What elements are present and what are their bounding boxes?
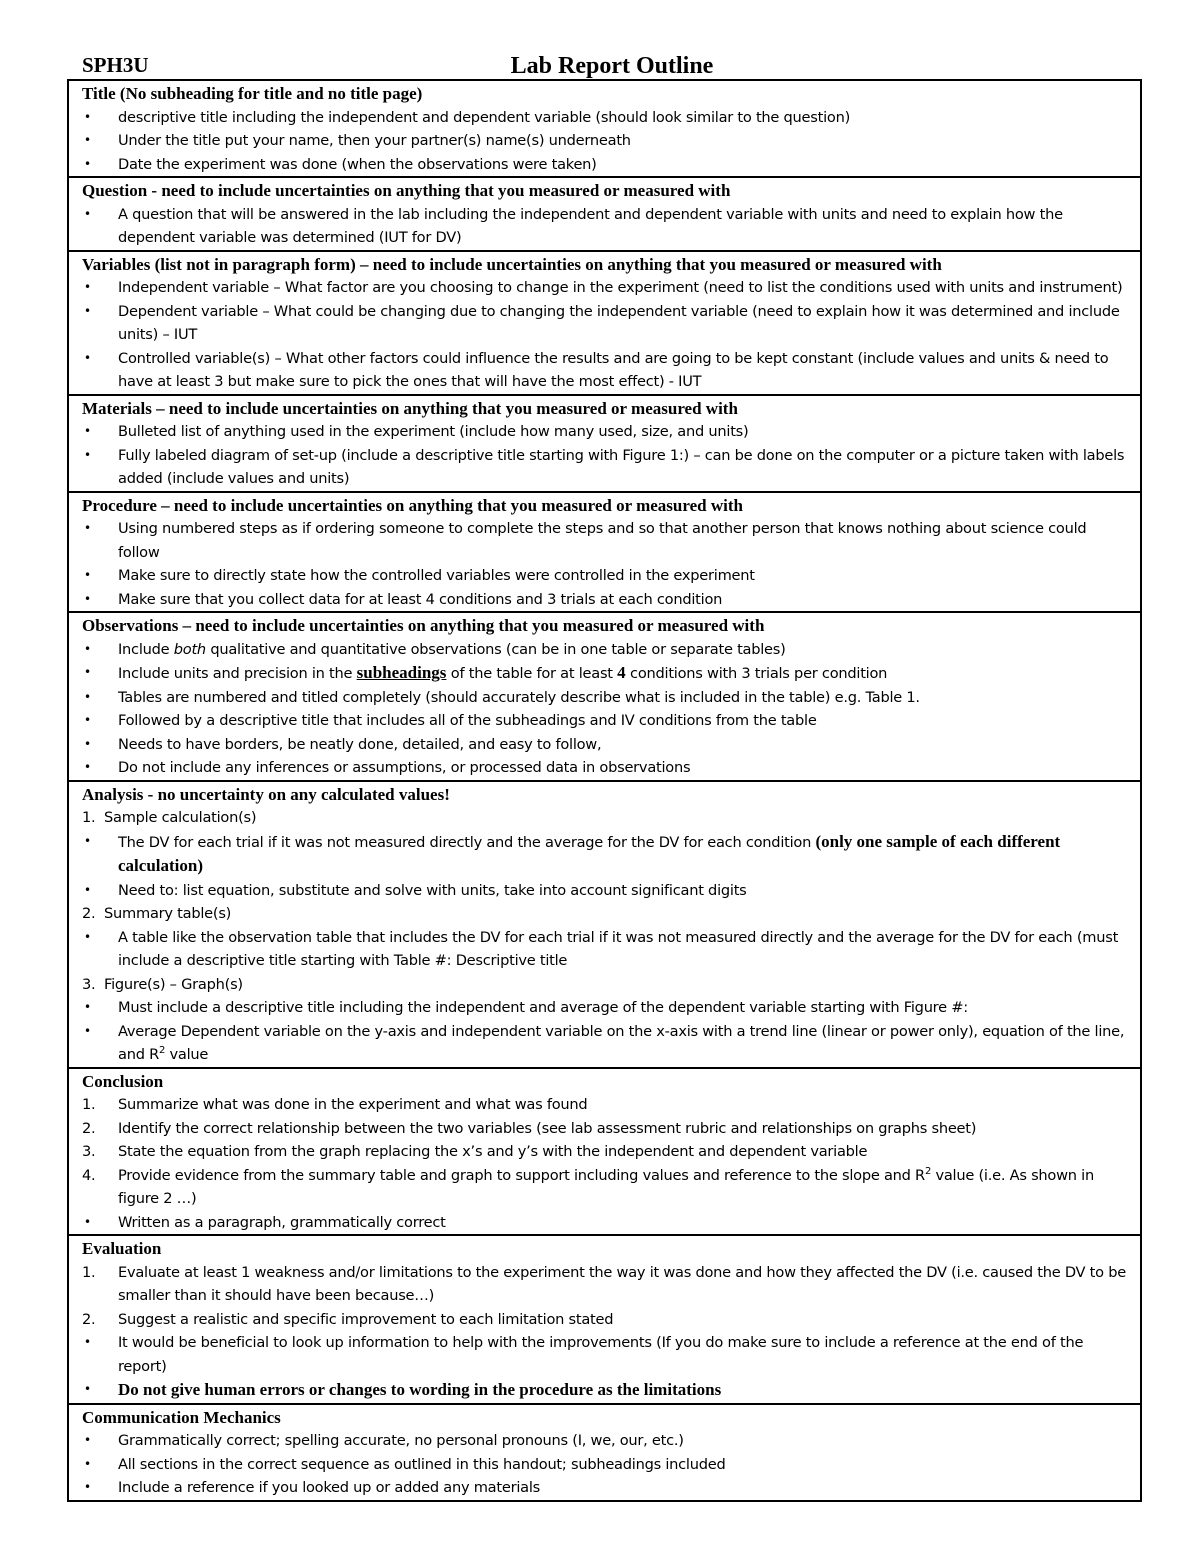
item-text: qualitative and quantitative observations (can be in one table or separate tables)	[205, 640, 786, 658]
item-text: Do not include any inferences or assumptions, or processed data in observations	[118, 759, 691, 776]
item-text: 2	[159, 1045, 166, 1057]
list-item	[82, 996, 1130, 1020]
number-marker: 1.	[82, 809, 96, 826]
bullet-marker: •	[84, 1335, 91, 1349]
item-text: both	[173, 640, 206, 658]
item-text: subheadings	[356, 663, 447, 682]
outline-section	[67, 176, 1142, 250]
list-item	[82, 1261, 1130, 1308]
list-item	[82, 1020, 1130, 1067]
list-item	[82, 1308, 1130, 1332]
section-list	[82, 420, 1130, 491]
list-item	[82, 1211, 1130, 1235]
bullet-marker: •	[84, 1023, 91, 1038]
item-text: It would be beneficial to look up information to help with the improvements (If you do make sure to include a reference at the end of the report)	[118, 1334, 1084, 1375]
bullet-marker: •	[84, 280, 91, 294]
list-item	[82, 517, 1130, 564]
bullet-marker: •	[84, 350, 91, 365]
item-text: (only one sample of each different calculation)	[118, 831, 1061, 875]
list-item	[82, 276, 1130, 300]
list-item	[82, 1140, 1130, 1164]
item-text: 4	[617, 663, 626, 682]
bullet-marker: •	[84, 713, 91, 727]
list-item	[82, 709, 1130, 733]
list-item	[82, 638, 1130, 662]
section-heading: Title (No subheading for title and no title page)	[82, 84, 423, 103]
bullet-marker: •	[84, 1214, 91, 1229]
outline-section	[67, 250, 1142, 394]
list-item	[82, 973, 1130, 997]
outline-section	[67, 394, 1142, 491]
number-marker: 2.	[82, 905, 96, 922]
item-text: Make sure to directly state how the controlled variables were controlled in the experiment	[118, 567, 755, 584]
bullet-marker: •	[84, 736, 91, 751]
number-marker: 2.	[82, 1310, 96, 1328]
bullet-marker: •	[84, 447, 91, 462]
section-heading: Communication Mechanics	[82, 1407, 281, 1427]
list-item	[82, 153, 1130, 177]
item-text: Needs to have borders, be neatly done, detailed, and easy to follow,	[118, 735, 602, 753]
item-text: Provide evidence from the summary table and graph to support including values and reference to the slope and R	[118, 1166, 925, 1184]
item-text: Evaluate at least 1 weakness and/or limitations to the experiment the way it was done and how they affected the DV (i.e. caused the DV to be smaller than it should have been because…)	[118, 1263, 1126, 1304]
bullet-marker: •	[84, 109, 91, 124]
item-text: Controlled variable(s) – What other factors could influence the results and are going to be kept constant (include values and units & need to have at least 3 but make sure to pick the ones that will have the most effect) - IUT	[118, 349, 1109, 390]
document-header	[82, 53, 1142, 79]
list-item	[82, 926, 1130, 973]
bullet-marker: •	[84, 303, 91, 318]
list-item	[82, 1378, 1130, 1403]
item-text: Independent variable – What factor are you choosing to change in the experiment (need to list the conditions used with units and instrument)	[118, 279, 1123, 296]
section-heading: Question - need to include uncertainties on anything that you measured or measured with	[82, 181, 731, 200]
outline-section	[67, 1067, 1142, 1235]
list-item	[82, 830, 1130, 879]
bullet-marker: •	[84, 591, 91, 606]
section-list	[82, 638, 1130, 780]
section-list	[82, 1429, 1130, 1500]
bullet-marker: •	[84, 1000, 91, 1014]
list-item	[82, 1453, 1130, 1477]
item-text: Figure(s) – Graph(s)	[104, 975, 243, 993]
list-item	[82, 879, 1130, 903]
item-text: All sections in the correct sequence as outlined in this handout; subheadings included	[118, 1455, 726, 1473]
list-item	[82, 420, 1130, 444]
bullet-marker: •	[84, 133, 91, 147]
list-item	[82, 203, 1130, 250]
section-heading: Procedure – need to include uncertainties on anything that you measured or measured with	[82, 495, 743, 515]
outline-section	[67, 1234, 1142, 1403]
section-list	[82, 203, 1130, 250]
bullet-marker: •	[84, 833, 91, 848]
number-marker: 4.	[82, 1166, 96, 1184]
item-text: Followed by a descriptive title that includes all of the subheadings and IV conditions from the table	[118, 712, 817, 729]
outline-section	[67, 1403, 1142, 1500]
bullet-marker: •	[84, 882, 91, 897]
outline-table	[67, 79, 1142, 1502]
item-text: value	[165, 1046, 209, 1063]
list-item	[82, 1429, 1130, 1453]
list-item	[82, 1331, 1130, 1378]
outline-section	[67, 79, 1142, 176]
section-heading: Evaluation	[82, 1239, 162, 1258]
item-text: Written as a paragraph, grammatically correct	[118, 1213, 446, 1231]
bullet-marker: •	[84, 206, 91, 221]
list-item	[82, 588, 1130, 612]
document-title: Lab Report Outline	[510, 53, 714, 79]
list-item	[82, 902, 1130, 926]
section-list	[82, 276, 1130, 394]
section-list	[82, 1093, 1130, 1234]
bullet-marker: •	[84, 1480, 91, 1494]
item-text: A table like the observation table that includes the DV for each trial if it was not measured directly and the average for the DV for each (must include a descriptive title starting with Table #: Descriptive title	[118, 928, 1119, 969]
item-text: Include	[118, 640, 174, 658]
number-marker: 3.	[82, 1143, 96, 1160]
section-list	[82, 517, 1130, 611]
item-text: Include a reference if you looked up or added any materials	[118, 1479, 540, 1496]
list-item	[82, 1117, 1130, 1141]
list-item	[82, 733, 1130, 757]
bullet-marker: •	[84, 156, 91, 171]
item-text: 2	[924, 1165, 932, 1177]
item-text: Tables are numbered and titled completely (should accurately describe what is included in the table) e.g. Table 1.	[118, 688, 920, 706]
number-marker: 1.	[82, 1096, 96, 1113]
bullet-marker: •	[84, 521, 91, 535]
bullet-marker: •	[84, 1456, 91, 1471]
bullet-marker: •	[84, 760, 91, 774]
item-text: The DV for each trial if it was not measured directly and the average for the DV for each condition	[118, 833, 816, 851]
course-code: SPH3U	[82, 53, 149, 77]
list-item	[82, 1093, 1130, 1117]
section-list	[82, 1261, 1130, 1403]
item-text: Under the title put your name, then your partner(s) name(s) underneath	[118, 132, 631, 149]
number-marker: 2.	[82, 1119, 96, 1137]
section-heading: Conclusion	[82, 1071, 164, 1091]
section-list	[82, 106, 1130, 177]
item-text: Dependent variable – What could be changing due to changing the independent variable (need to explain how it was determined and include units) – IUT	[118, 302, 1120, 343]
list-item	[82, 1164, 1130, 1211]
section-heading: Analysis - no uncertainty on any calculated values!	[82, 784, 450, 804]
item-text: Date the experiment was done (when the observations were taken)	[118, 155, 597, 173]
item-text: Using numbered steps as if ordering someone to complete the steps and so that another person that knows nothing about science could follow	[118, 520, 1087, 561]
item-text: Include units and precision in the	[118, 665, 357, 682]
bullet-marker: •	[84, 1382, 91, 1396]
item-text: value (i.e. As shown in figure 2 …)	[118, 1166, 1094, 1207]
bullet-marker: •	[84, 689, 91, 704]
item-text: Must include a descriptive title including the independent and average of the dependent variable starting with Figure #:	[118, 999, 968, 1016]
item-text: Make sure that you collect data for at least 4 conditions and 3 trials at each condition	[118, 590, 723, 608]
list-item	[82, 756, 1130, 780]
list-item	[82, 661, 1130, 686]
outline-section	[67, 611, 1142, 780]
number-marker: 1.	[82, 1263, 96, 1281]
bullet-marker: •	[84, 929, 91, 944]
section-list	[82, 806, 1130, 1067]
item-text: Need to: list equation, substitute and solve with units, take into account significant digits	[118, 881, 747, 899]
item-text: State the equation from the graph replacing the x’s and y’s with the independent and dependent variable	[118, 1143, 868, 1160]
section-heading: Observations – need to include uncertainties on anything that you measured or measured with	[82, 616, 765, 635]
list-item	[82, 106, 1130, 130]
bullet-marker: •	[84, 665, 91, 679]
outline-section	[67, 491, 1142, 612]
list-item	[82, 129, 1130, 153]
item-text: of the table for at least	[446, 665, 618, 682]
list-item	[82, 806, 1130, 830]
item-text: descriptive title including the independent and dependent variable (should look similar to the question)	[118, 108, 851, 126]
item-text: Summary table(s)	[104, 905, 232, 922]
list-item	[82, 300, 1130, 347]
item-text: Grammatically correct; spelling accurate, no personal pronouns (I, we, our, etc.)	[118, 1432, 684, 1449]
list-item	[82, 564, 1130, 588]
item-text: Average Dependent variable on the y-axis and independent variable on the x-axis with a trend line (linear or power only), equation of the line, and R	[118, 1022, 1125, 1063]
item-text: Do not give human errors or changes to wording in the procedure as the limitations	[118, 1380, 722, 1399]
item-text: Summarize what was done in the experiment and what was found	[118, 1096, 588, 1113]
bullet-marker: •	[84, 424, 91, 438]
number-marker: 3.	[82, 975, 96, 993]
list-item	[82, 347, 1130, 394]
section-heading: Variables (list not in paragraph form) – need to include uncertainties on anything that you measured or measured with	[82, 254, 942, 274]
bullet-marker: •	[84, 568, 91, 582]
bullet-marker: •	[84, 1433, 91, 1447]
item-text: Bulleted list of anything used in the experiment (include how many used, size, and units)	[118, 423, 749, 440]
list-item	[82, 686, 1130, 710]
item-text: Fully labeled diagram of set-up (include a descriptive title starting with Figure 1:) – can be done on the computer or a picture taken with labels added (include values and units)	[118, 446, 1125, 487]
list-item	[82, 1476, 1130, 1500]
list-item	[82, 444, 1130, 491]
item-text: Sample calculation(s)	[104, 809, 257, 826]
outline-section	[67, 780, 1142, 1067]
item-text: Suggest a realistic and specific improvement to each limitation stated	[118, 1310, 614, 1328]
item-text: Identify the correct relationship between the two variables (see lab assessment rubric and relationships on graphs sheet)	[118, 1119, 977, 1137]
section-heading: Materials – need to include uncertainties on anything that you measured or measured with	[82, 398, 738, 418]
item-text: conditions with 3 trials per condition	[625, 665, 888, 682]
bullet-marker: •	[84, 641, 91, 656]
item-text: A question that will be answered in the lab including the independent and dependent variable with units and need to explain how the dependent variable was determined (IUT for DV)	[118, 205, 1063, 246]
